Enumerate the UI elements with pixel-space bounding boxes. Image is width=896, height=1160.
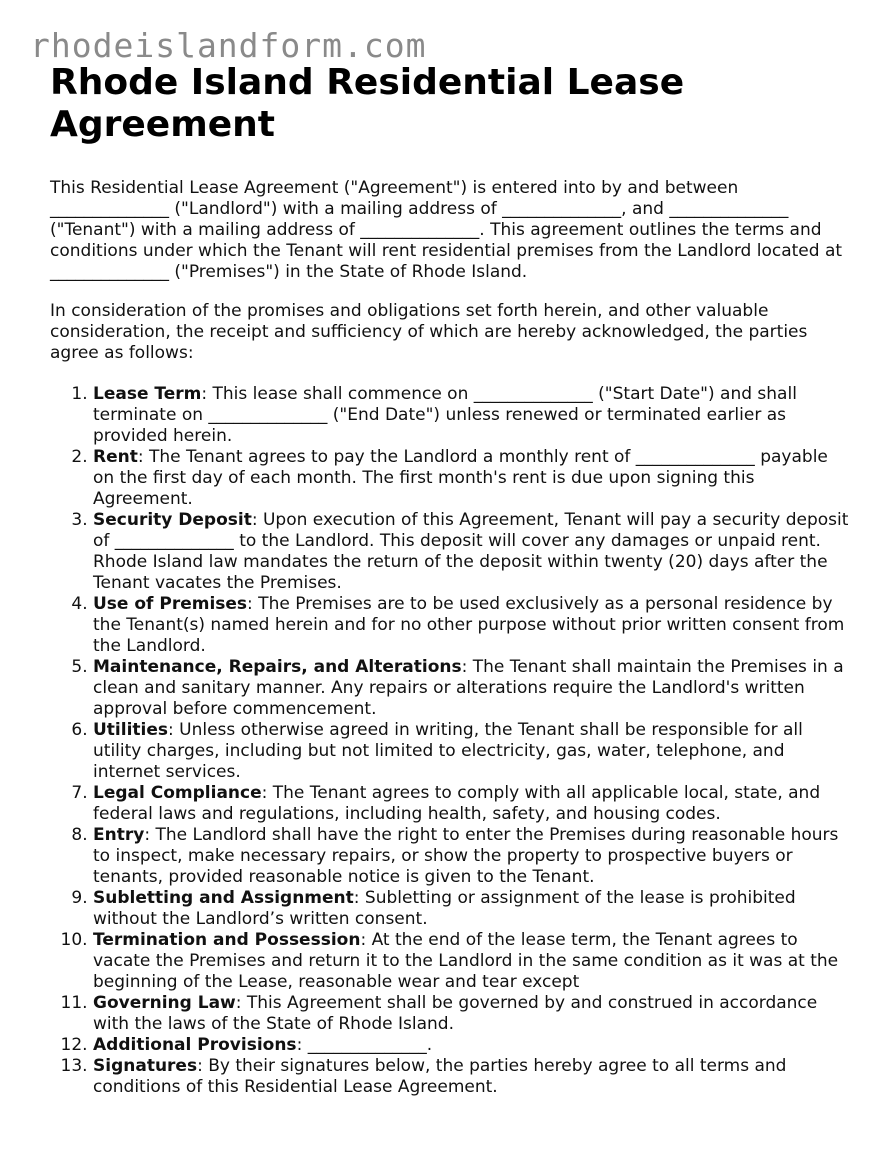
- term-heading: Use of Premises: [93, 594, 248, 614]
- term-maintenance: [93, 657, 850, 720]
- term-text: : By their signatures below, the parties hereby agree to all terms and conditions of this Residential Lease Agreement.: [93, 1056, 787, 1097]
- term-text: : This lease shall commence on ______________ ("Start Date") and shall terminate on ______________ ("End Date") unless renewed or terminated earlier as provided herein.: [93, 384, 797, 446]
- term-text: : Unless otherwise agreed in writing, the Tenant shall be responsible for all utility charges, including but not limited to electricity, gas, water, telephone, and internet services.: [93, 720, 803, 782]
- term-use-of-premises: [93, 594, 850, 657]
- document-title: Rhode Island Residential Lease Agreement: [50, 62, 685, 145]
- term-heading: Utilities: [93, 720, 169, 740]
- term-heading: Subletting and Assignment: [93, 888, 354, 908]
- term-text: : At the end of the lease term, the Tenant agrees to vacate the Premises and return it to the Landlord in the same condition as it was at the beginning of the Lease, reasonable wear and tear except: [93, 930, 839, 992]
- term-security-deposit: [93, 510, 850, 594]
- term-heading: Governing Law: [93, 993, 236, 1013]
- intro-paragraph: This Residential Lease Agreement ("Agreement") is entered into by and between ______________ ("Landlord") with a mailing address of ______________, and ______________ ("Tenant") with a mailing address of ______________. This agreement outlines the terms and conditions under which the Tenant will rent residential premises from the Landlord located at ______________ ("Premises") in the State of Rhode Island.: [50, 178, 843, 282]
- lease-document: [50, 62, 850, 1098]
- term-text: : The Tenant agrees to pay the Landlord a monthly rent of ______________ payable on the first day of each month. The first month's rent is due upon signing this Agreement.: [93, 447, 828, 509]
- site-watermark: rhodeislandform.com: [30, 26, 427, 65]
- term-legal-compliance: [93, 783, 850, 825]
- term-signatures: [93, 1056, 850, 1098]
- term-text: : The Premises are to be used exclusively as a personal residence by the Tenant(s) named herein and for no other purpose without prior written consent from the Landlord.: [93, 594, 845, 656]
- term-text: : The Tenant shall maintain the Premises in a clean and sanitary manner. Any repairs or alterations require the Landlord's written approval before commencement.: [93, 657, 844, 719]
- term-text: : The Tenant agrees to comply with all applicable local, state, and federal laws and regulations, including health, safety, and housing codes.: [93, 783, 821, 824]
- term-heading: Signatures: [93, 1056, 198, 1076]
- term-utilities: [93, 720, 850, 783]
- term-heading: Termination and Possession: [93, 930, 361, 950]
- term-governing-law: [93, 993, 850, 1035]
- term-text: : The Landlord shall have the right to enter the Premises during reasonable hours to inspect, make necessary repairs, or show the property to prospective buyers or tenants, provided reasonable notice is given to the Tenant.: [93, 825, 839, 887]
- terms-list: [50, 384, 850, 1098]
- term-additional-provisions: [93, 1035, 850, 1056]
- term-heading: Additional Provisions: [93, 1035, 297, 1055]
- consideration-paragraph: In consideration of the promises and obligations set forth herein, and other valuable consideration, the receipt and sufficiency of which are hereby acknowledged, the parties agree as follows:: [50, 301, 808, 363]
- term-heading: Legal Compliance: [93, 783, 262, 803]
- term-text: : This Agreement shall be governed by and construed in accordance with the laws of the State of Rhode Island.: [93, 993, 818, 1034]
- term-heading: Lease Term: [93, 384, 202, 404]
- term-heading: Rent: [93, 447, 138, 467]
- term-text: : Upon execution of this Agreement, Tenant will pay a security deposit of ______________ to the Landlord. This deposit will cover any damages or unpaid rent. Rhode Island law mandates the return of the deposit within twenty (20) days after the Tenant vacates the Premises.: [93, 510, 849, 593]
- term-rent: [93, 447, 850, 510]
- term-subletting: [93, 888, 850, 930]
- term-lease-term: [93, 384, 850, 447]
- term-entry: [93, 825, 850, 888]
- term-heading: Entry: [93, 825, 145, 845]
- term-termination: [93, 930, 850, 993]
- term-text: : ______________.: [296, 1035, 433, 1055]
- term-text: : Subletting or assignment of the lease is prohibited without the Landlord’s written consent.: [93, 888, 796, 929]
- term-heading: Maintenance, Repairs, and Alterations: [93, 657, 462, 677]
- term-heading: Security Deposit: [93, 510, 252, 530]
